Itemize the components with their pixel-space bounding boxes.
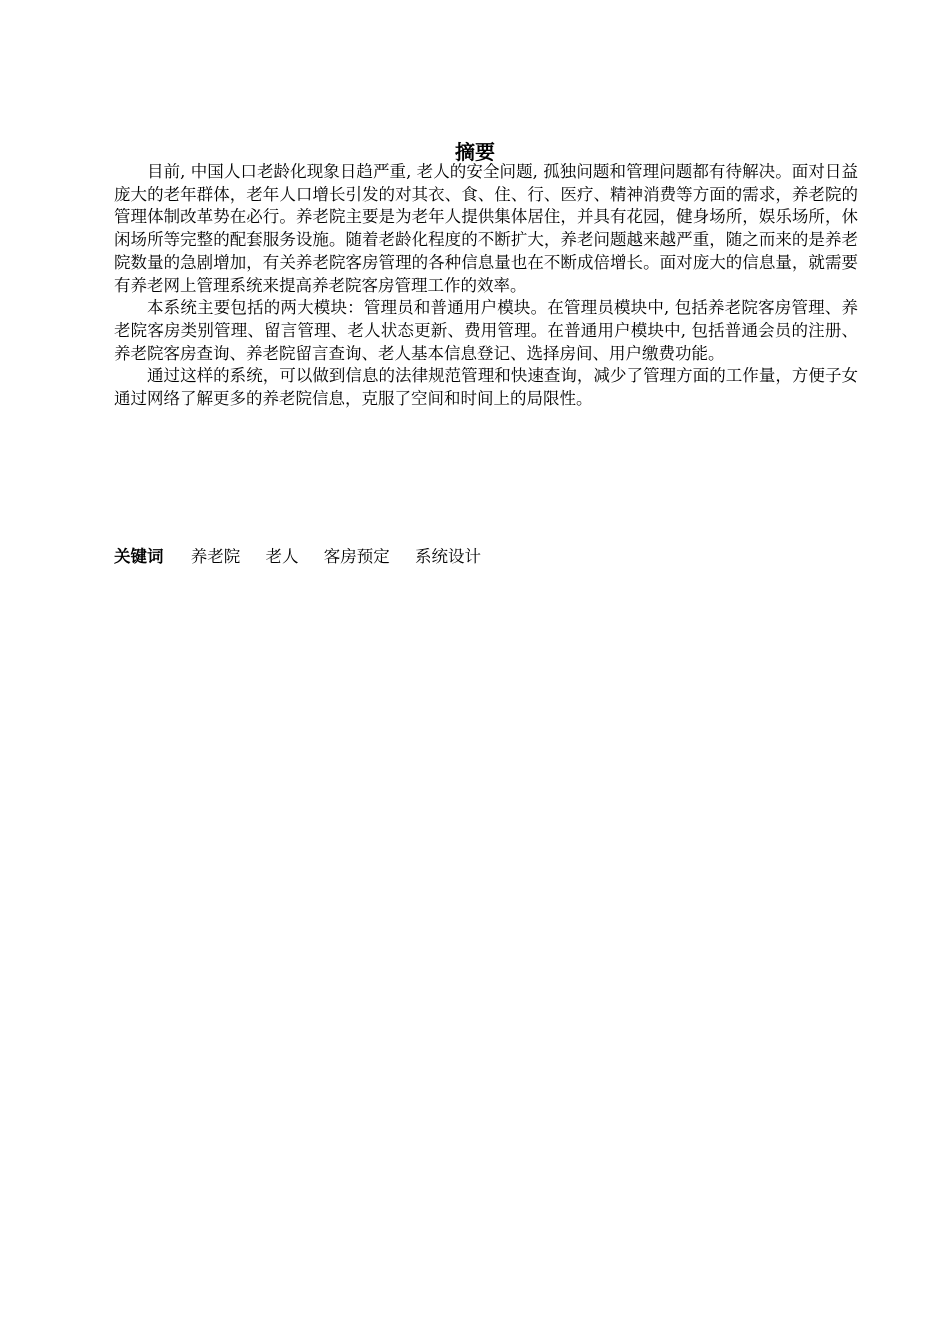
- keywords-line: [114, 546, 858, 568]
- keyword-item: 系统设计: [415, 547, 481, 566]
- abstract-paragraph-3: 通过这样的系统，可以做到信息的法律规范管理和快速查询，减少了管理方面的工作量，方便子女通过网络了解更多的养老院信息，克服了空间和时间上的局限性。: [114, 366, 858, 409]
- keyword-item: 客房预定: [323, 547, 390, 566]
- abstract-body: [114, 161, 858, 411]
- keyword-item: 老人: [265, 547, 299, 566]
- abstract-paragraph-2: 本系统主要包括的两大模块：管理员和普通用户模块。在管理员模块中, 包括养老院客房管理、养老院客房类别管理、留言管理、老人状态更新、费用管理。在普通用户模块中, 包括普通会员的注册、养老院客房查询、养老院留言查询、老人基本信息登记、选择房间、用户缴费功能。: [114, 298, 858, 363]
- abstract-paragraph-1: 目前, 中国人口老龄化现象日趋严重, 老人的安全问题, 孤独问题和管理问题都有待解决。面对日益庞大的老年群体，老年人口增长引发的对其衣、食、住、行、医疗、精神消费等方面的需求，养老院的管理体制改革势在必行。养老院主要是为老年人提供集体居住，并具有花园，健身场所，娱乐场所，休闲场所等完整的配套服务设施。随着老龄化程度的不断扩大，养老问题越来越严重，随之而来的是养老院数量的急剧增加，有关养老院客房管理的各种信息量也在不断成倍增长。面对庞大的信息量，就需要有养老网上管理系统来提高养老院客房管理工作的效率。: [114, 162, 858, 295]
- keyword-item: 养老院: [190, 547, 241, 566]
- abstract-title: 摘要: [455, 140, 495, 164]
- keywords-label: 关键词: [114, 547, 164, 566]
